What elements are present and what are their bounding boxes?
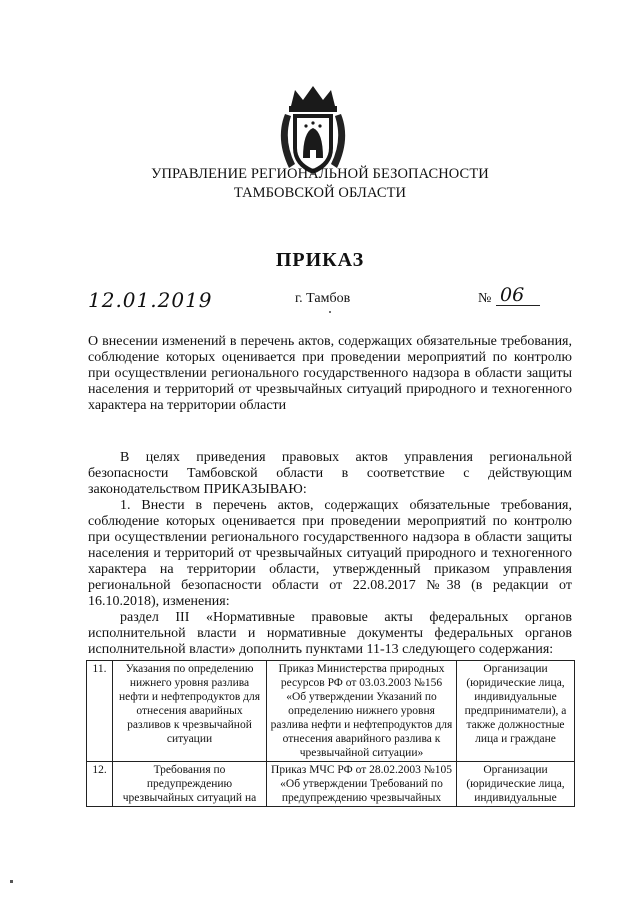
organization-name-line2: ТАМБОВСКОЙ ОБЛАСТИ bbox=[233, 185, 407, 201]
table-cell-number: 11. bbox=[87, 661, 113, 762]
table-cell-subjects: Организации (юридические лица, индивидуальные предприниматели), а также должностные лица и граждане bbox=[457, 661, 575, 762]
order-body bbox=[88, 450, 572, 658]
order-subject: О внесении изменений в перечень актов, содержащих обязательные требования, соблюдение которых оценивается при проведении мероприятий по контролю при осуществлении регионального государственного надзора в области защиты населения и территорий от чрезвычайных ситуаций природного и техногенного характера на территории области bbox=[88, 334, 572, 413]
table-row bbox=[87, 661, 575, 762]
body-paragraph-2: 1. Внести в перечень актов, содержащих обязательные требования, соблюдение которых оценивается при проведении мероприятий по контролю при осуществлении регионального государственного надзора в области защиты населения и территорий от чрезвычайных ситуаций природного и техногенного характера на территории области, утвержденный приказом управления региональной безопасности области от 22.08.2017 №38 (в редакции от 16.10.2018), изменения: bbox=[88, 498, 572, 609]
scan-mark bbox=[10, 880, 13, 883]
body-paragraph-1: В целях приведения правовых актов управления региональной безопасности Тамбовской области в соответствие с действующим законодательством ПРИКАЗЫВАЮ: bbox=[88, 450, 572, 497]
ink-dot bbox=[329, 311, 331, 313]
organization-name-line1: УПРАВЛЕНИЕ РЕГИОНАЛЬНОЙ БЕЗОПАСНОСТИ bbox=[151, 166, 489, 182]
order-number-label: № bbox=[478, 291, 492, 306]
table-row bbox=[87, 762, 575, 807]
acts-table bbox=[86, 660, 575, 807]
table-cell-act: Приказ МЧС РФ от 28.02.2003 №105 «Об утверждении Требований по предупреждению чрезвычайных bbox=[267, 762, 457, 807]
table-cell-requirement: Указания по определению нижнего уровня разлива нефти и нефтепродуктов для отнесения аварийных разливов к чрезвычайной ситуации bbox=[113, 661, 267, 762]
body-paragraph-3: раздел III «Нормативные правовые акты федеральных органов исполнительной власти и нормативные документы федеральных органов исполнительной власти» дополнить пунктами 11-13 следующего содержания: bbox=[88, 610, 572, 657]
table-cell-requirement: Требования по предупреждению чрезвычайных ситуаций на bbox=[113, 762, 267, 807]
table-cell-number: 12. bbox=[87, 762, 113, 807]
order-city: г. Тамбов bbox=[295, 291, 351, 306]
order-date: 12.01.2019 bbox=[88, 288, 213, 312]
document-title: ПРИКАЗ bbox=[275, 249, 365, 271]
table-cell-act: Приказ Министерства природных ресурсов РФ от 03.03.2003 №156 «Об утверждении Указаний по определению нижнего уровня разлива нефти и нефтепродуктов для отнесения аварийного разлива к чрезвычайной ситуации» bbox=[267, 661, 457, 762]
order-number: 06 bbox=[500, 284, 525, 306]
order-number-underline bbox=[496, 305, 540, 306]
table-cell-subjects: Организации (юридические лица, индивидуальные bbox=[457, 762, 575, 807]
